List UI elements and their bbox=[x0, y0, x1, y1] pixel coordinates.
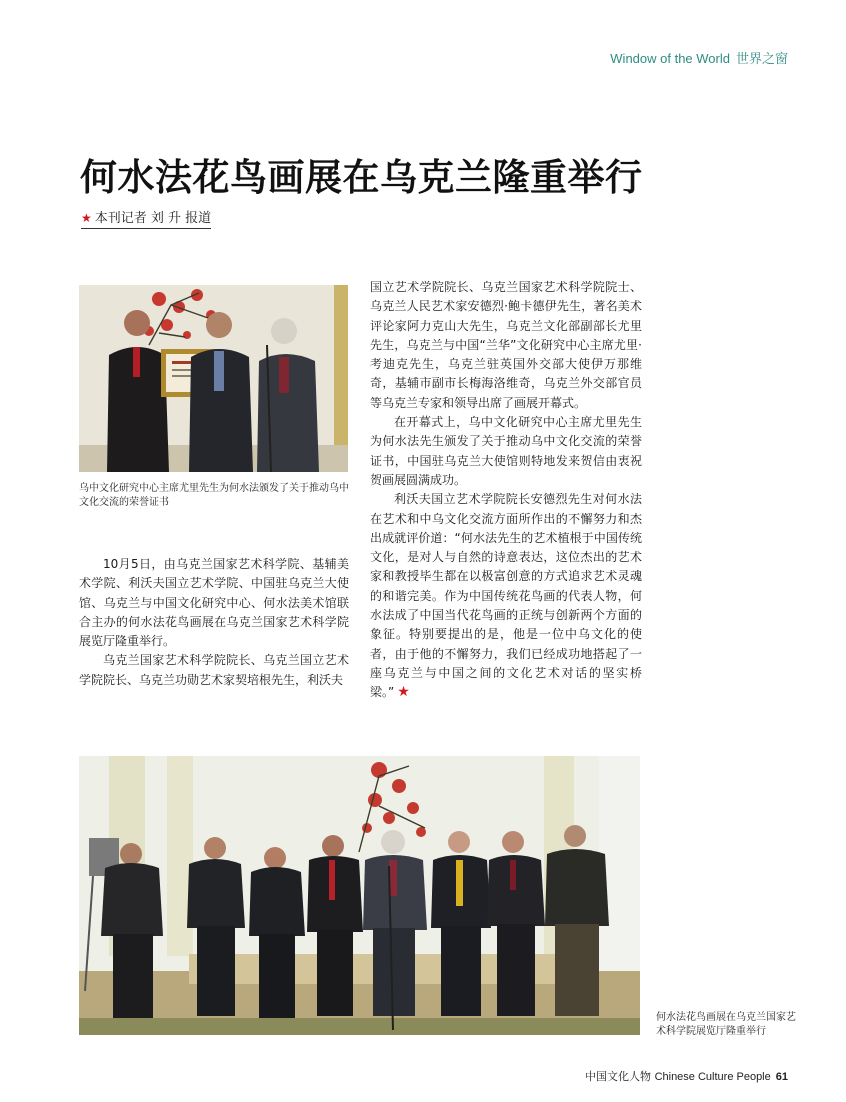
paragraph-2-continued: 国立艺术学院院长、乌克兰国家艺术科学院院士、乌克兰人民艺术家安德烈·鲍卡德伊先生，著名美术评论家阿力克山大先生，乌克兰文化部副部长尤里先生，乌克兰与中国“兰华”文化研究中心主席尤里·考迪克先生，乌克兰驻英国外交部大使伊万那维奇，基辅市副市长梅海洛维奇，乌克兰外交部官员等乌克兰专家和领导出席了画展开幕式。 bbox=[370, 280, 642, 410]
paragraph-4-text: 利沃夫国立艺术学院院长安德烈先生对何水法在艺术和中乌文化交流方面所作出的不懈努力和杰出成就评价道：“何水法先生的艺术植根于中国传统文化，是对人与自然的诗意表达，这位杰出的艺术家和教授毕生都在以极富创意的方式追求艺术灵魂的和谐完美。作为中国传统花鸟画的代表人物，何水法成了中国当代花鸟画的正统与创新两个方面的象征。特别要提出的是，他是一位中乌文化的使者，由于他的不懈努力，我们已经成功地搭起了一座乌克兰与中国之间的文化艺术对话的坚实桥梁。” bbox=[370, 492, 642, 700]
page-number: 61 bbox=[775, 1071, 788, 1083]
footer-magazine-zh: 中国文化人物 bbox=[585, 1070, 652, 1083]
photo-certificate-ceremony bbox=[79, 285, 348, 472]
page-footer bbox=[585, 1068, 788, 1084]
photo-group-illustration bbox=[79, 756, 640, 1035]
photo2-caption: 何水法花鸟画展在乌克兰国家艺术科学院展览厅隆重举行 bbox=[656, 1012, 796, 1037]
byline-text: 本刊记者 刘 升 报道 bbox=[94, 211, 212, 226]
article-column-right bbox=[370, 278, 642, 703]
footer-magazine-en: Chinese Culture People bbox=[654, 1071, 771, 1083]
section-tag bbox=[610, 48, 788, 67]
photo-exhibition-group bbox=[79, 756, 640, 1035]
article-column-left bbox=[79, 555, 349, 690]
byline bbox=[81, 207, 211, 229]
paragraph-1: 10月5日，由乌克兰国家艺术科学院、基辅美术学院、利沃夫国立艺术学院、中国驻乌克兰大使馆、乌克兰与中国文化研究中心、何水法美术馆联合主办的何水法花鸟画展在乌克兰国家艺术科学院展览厅隆重举行。 bbox=[79, 557, 349, 649]
star-icon: ★ bbox=[81, 211, 92, 225]
article-title: 何水法花鸟画展在乌克兰隆重举行 bbox=[80, 155, 643, 199]
photo-certificate-illustration bbox=[79, 285, 348, 472]
paragraph-2: 乌克兰国家艺术科学院院长、乌克兰国立艺术学院院长、乌克兰功勋艺术家契培根先生，利沃夫 bbox=[79, 653, 349, 687]
paragraph-4 bbox=[370, 490, 642, 702]
section-tag-zh: 世界之窗 bbox=[735, 52, 788, 67]
paragraph-3: 在开幕式上，乌中文化研究中心主席尤里先生为何水法先生颁发了关于推动乌中文化交流的荣誉证书，中国驻乌克兰大使馆则特地发来贺信由衷祝贺画展圆满成功。 bbox=[370, 415, 642, 487]
photo1-caption: 乌中文化研究中心主席尤里先生为何水法颁发了关于推动乌中文化交流的荣誉证书 bbox=[79, 483, 349, 508]
section-tag-en: Window of the World bbox=[610, 51, 730, 66]
end-star-icon: ★ bbox=[397, 684, 410, 701]
